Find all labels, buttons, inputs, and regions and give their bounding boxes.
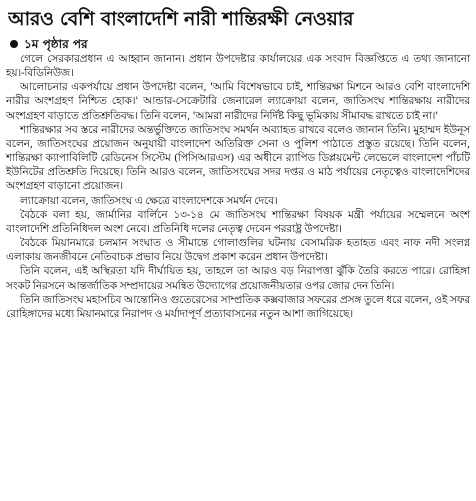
headline: আরও বেশি বাংলাদেশি নারী শান্তিরক্ষী নেওয়ার [8, 8, 354, 30]
continued-from-label: ১ম পৃষ্ঠার পর [24, 36, 88, 51]
article-body [6, 52, 470, 321]
paragraph: তিনি জাতিসংঘ মহাসচিব আন্তোনিও গুতেরেসের সাম্প্রতিক কক্সবাজার সফরের প্রসঙ্গ তুলে ধরে বলেন, ওই সফর রোহিঙ্গাদের মধ্যে মিয়ানমারে নিরাপদ ও মর্যাদাপূর্ণ প্রত্যাবাসনের নতুন আশা জাগিয়েছে। [6, 293, 470, 320]
continued-from-line [10, 36, 470, 52]
paragraph: তিনি বলেন, এই অস্থিরতা যদি দীর্ঘায়িত হয়, তাহলে তা আরও বড় নিরাপত্তা ঝুঁকি তৈরি করতে পারে। রোহিঙ্গা সংকট নিরসনে আন্তর্জাতিক সম্প্রদায়ের সমন্বিত উদ্যোগের প্রয়োজনীয়তার ওপর জোর দেন তিনি। [6, 265, 470, 292]
paragraph: বৈঠকে মিয়ানমারে চলমান সংঘাত ও সীমান্তে গোলাগুলির ঘটনায় বেসামরিক হতাহত এবং নাফ নদী সংলগ্ন এলাকায় জনজীবনে নেতিবাচক প্রভাব নিয়ে উদ্বেগ প্রকাশ করেন প্রধান উপদেষ্টা। [6, 237, 470, 264]
paragraph: গেলে সেরকারপ্রধান এ আহ্বান জানান। প্রধান উপদেষ্টার কার্যালয়ের এক সংবাদ বিজ্ঞপ্তিতে এ তথ্য জানানো হয়।-বিডিনিউজ। [6, 53, 470, 80]
paragraph: আলোচনার একপর্যায়ে প্রধান উপদেষ্টা বলেন, 'আমি বিশেষভাবে চাই, শান্তিরক্ষা মিশনে আরও বেশি বাংলাদেশি নারীর অংশগ্রহণ নিশ্চিত হোক।' আন্ডার-সেক্রেটারি জেনারেল ল্যাক্রোয়া বলেন, জাতিসংঘ শান্তিরক্ষায় নারীদের অংশগ্রহণ বাড়াতে প্রতিশ্রুতিবদ্ধ। তিনি বলেন, 'আমরা নারীদের নির্দিষ্ট কিছু ভূমিকায় সীমাবদ্ধ রাখতে চাই না।' [6, 81, 470, 122]
paragraph: ল্যাক্রোয়া বলেন, জাতিসংঘ এ ক্ষেত্রে বাংলাদেশকে সমর্থন দেবে। [20, 194, 278, 207]
bullet-icon [10, 40, 18, 48]
paragraph: শান্তিরক্ষার সব স্তরে নারীদের অন্তর্ভুক্তিতে জাতিসংঘ সমর্থন অব্যাহত রাখবে বলেও জানান তিনি। মুহাম্মদ ইউনূস বলেন, জাতিসংঘের প্রয়োজন অনুযায়ী বাংলাদেশ অতিরিক্ত সেনা ও পুলিশ পাঠাতে প্রস্তুত রয়েছে। তিনি বলেন, শান্তিরক্ষা ক্যাপাবিলিটি রেডিনেস সিস্টেম (পিসিআরএস) এর অধীনে র‍্যাপিড ডিপ্লয়মেন্ট লেভেলে বাংলাদেশ পাঁচটি ইউনিটের প্রতিশ্রুতি দিয়েছে। তিনি আরও বলেন, জাতিসংঘের সদর দপ্তর ও মাঠ পর্যায়ের নেতৃত্বেও বাংলাদেশিদের অংশগ্রহণ বাড়ানো প্রয়োজন। [6, 123, 470, 193]
paragraph: বৈঠকে বলা হয়, জার্মানির বার্লিনে ১৩-১৪ মে জাতিসংঘ শান্তিরক্ষা বিষয়ক মন্ত্রী পর্যায়ের সম্মেলনে অংশ বাংলাদেশি প্রতিনিধিদল অংশ নেবে। প্রতিনিধি দলের নেতৃত্ব দেবেন পররাষ্ট্র উপদেষ্টা। [6, 208, 470, 235]
